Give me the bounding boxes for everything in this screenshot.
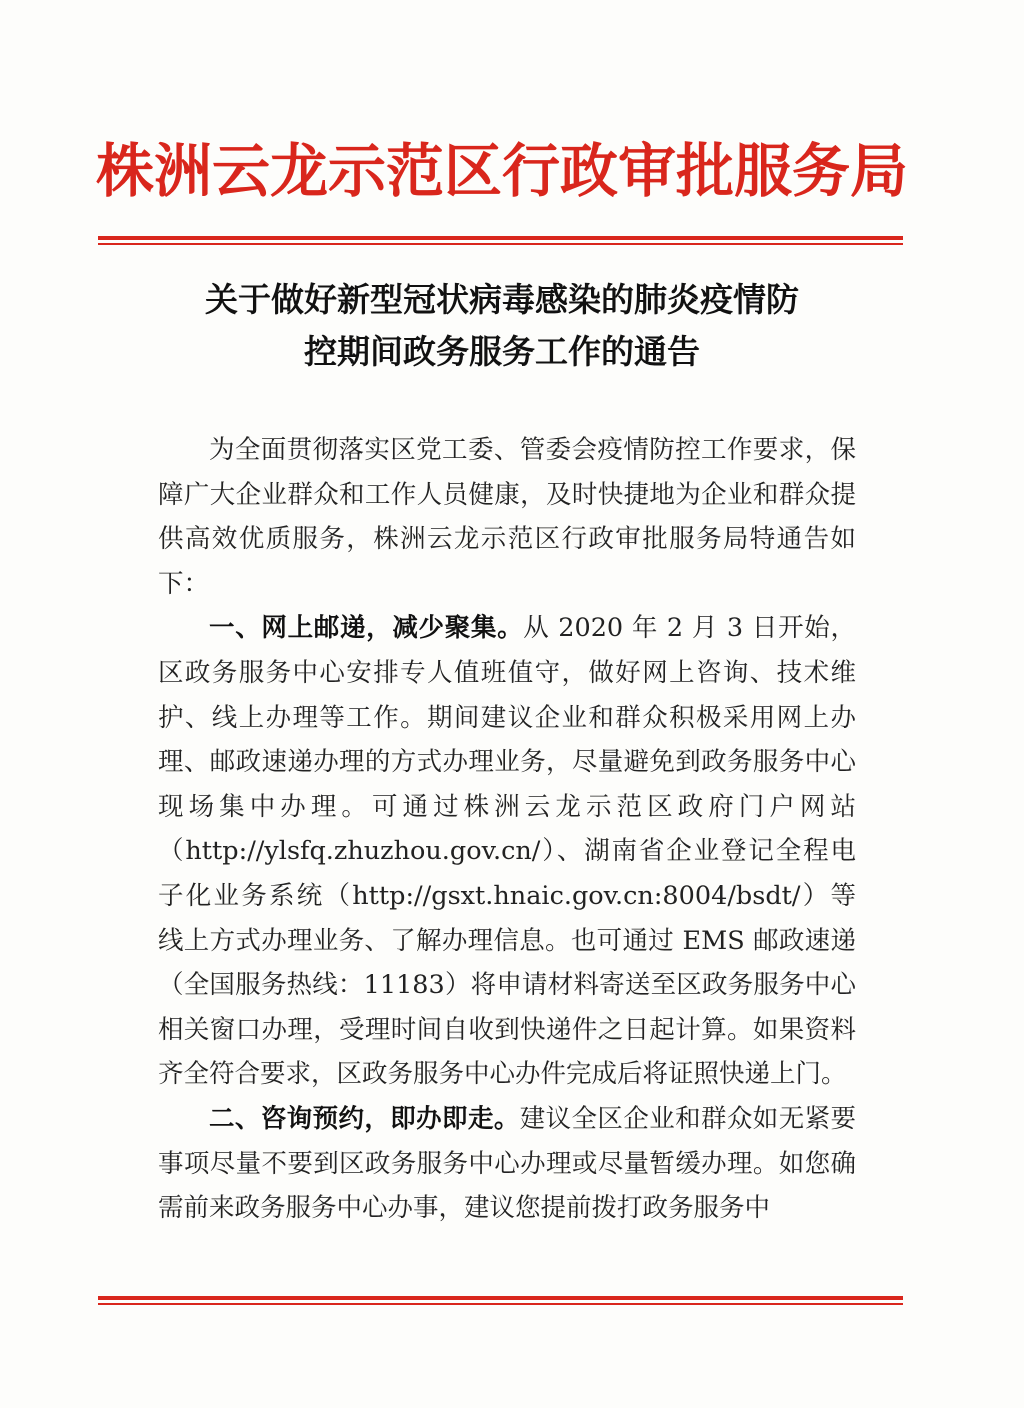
section-2-heading: 二、咨询预约，即办即走。 bbox=[209, 1103, 520, 1134]
document-body bbox=[158, 428, 856, 1231]
paragraph-intro-text: 为全面贯彻落实区党工委、管委会疫情防控工作要求，保障广大企业群众和工作人员健康，及时快捷地为企业和群众提供高效优质服务，株洲云龙示范区行政审批服务局特通告如下： bbox=[158, 435, 856, 599]
document-title bbox=[120, 274, 884, 378]
title-line-2: 控期间政务服务工作的通告 bbox=[304, 332, 700, 371]
title-line-1: 关于做好新型冠状病毒感染的肺炎疫情防 bbox=[205, 280, 799, 319]
section-1-heading: 一、网上邮递，减少聚集。 bbox=[209, 613, 524, 644]
paragraph-intro bbox=[158, 428, 856, 606]
paragraph-section-1 bbox=[158, 606, 856, 1097]
header-red-rule bbox=[98, 236, 903, 245]
issuer-header: 株洲云龙示范区行政审批服务局 bbox=[96, 137, 909, 205]
section-2-text: 建议全区企业和群众如无紧要事项尽量不要到区政务服务中心办理或尽量暂缓办理。如您确需前来政务服务中心办事，建议您提前拨打政务服务中 bbox=[158, 1103, 856, 1224]
footer-red-rule bbox=[98, 1296, 903, 1305]
paragraph-section-2 bbox=[158, 1097, 856, 1231]
section-1-text: 从 2020 年 2 月 3 日开始，区政务服务中心安排专人值班值守，做好网上咨询、技术维护、线上办理等工作。期间建议企业和群众积极采用网上办理、邮政速递办理的方式办理业务，尽量避免到政务服务中心现场集中办理。可通过株洲云龙示范区政府门户网站（http://ylsfq.zhuzhou.gov.cn/）、湖南省企业登记全程电子化业务系统（http://gsxt.hnaic.gov.cn:8004/bsdt/）等线上方式办理业务、了解办理信息。也可通过 EMS 邮政速递（全国服务热线：11183）将申请材料寄送至区政务服务中心相关窗口办理，受理时间自收到快递件之日起计算。如果资料齐全符合要求，区政务服务中心办件完成后将证照快递上门。 bbox=[158, 613, 856, 1090]
